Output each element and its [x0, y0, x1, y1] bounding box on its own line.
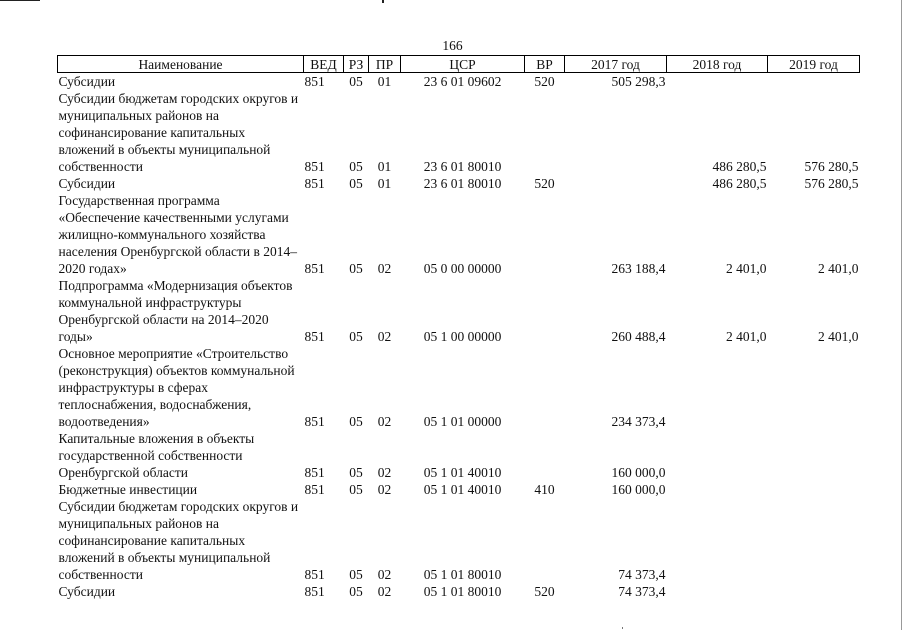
row-vr: 410: [534, 482, 555, 497]
row-ved: 851: [304, 74, 325, 89]
row-2018: [667, 498, 768, 583]
scan-artifact-bottom-dot: [622, 627, 623, 629]
row-name: Подпрограмма «Модернизация объектов коммунальной инфраструктуры Оренбургской области на 2014–2020 годы»: [58, 278, 293, 344]
row-ved: 851: [304, 176, 325, 191]
row-pr: 02: [377, 414, 392, 429]
row-pr: 01: [377, 159, 392, 174]
table-row: [58, 277, 860, 345]
row-csr: 05 0 00 00000: [423, 261, 502, 276]
table-row: [58, 430, 860, 481]
table-row: [58, 498, 860, 583]
row-rz: 05: [349, 159, 363, 174]
row-2018: [667, 345, 768, 430]
row-name: Бюджетные инвестиции: [58, 482, 198, 497]
row-rz: 05: [349, 176, 363, 191]
row-2018: 2 401,0: [726, 261, 767, 276]
table-row: [58, 90, 860, 175]
row-2018: 486 280,5: [712, 159, 767, 174]
column-header-name: Наименование: [58, 56, 304, 73]
row-2018: 2 401,0: [726, 329, 767, 344]
row-csr: 05 1 01 00000: [423, 414, 502, 429]
row-pr: 02: [377, 261, 392, 276]
column-header-2019: 2019 год: [768, 56, 860, 73]
row-pr: 01: [377, 74, 392, 89]
table-row: [58, 481, 860, 498]
row-2019: [768, 73, 860, 91]
row-ved: 851: [304, 414, 325, 429]
row-name: Субсидии: [58, 584, 116, 599]
row-2017: 160 000,0: [611, 482, 666, 497]
row-vr: 520: [534, 74, 555, 89]
row-pr: 02: [377, 329, 392, 344]
row-2019: [768, 481, 860, 498]
row-vr: 520: [534, 176, 555, 191]
row-csr: 23 6 01 80010: [423, 159, 502, 174]
row-name: Капитальные вложения в объекты государственной собственности Оренбургской области: [58, 431, 255, 480]
row-vr: [525, 345, 565, 430]
row-ved: 851: [304, 482, 325, 497]
table-row: [58, 192, 860, 277]
row-csr: 05 1 01 40010: [423, 465, 502, 480]
row-rz: 05: [349, 567, 363, 582]
table-row: [58, 175, 860, 192]
scan-artifact-right-edge: [901, 0, 902, 630]
row-csr: 05 1 01 80010: [423, 584, 502, 599]
row-2017: 74 373,4: [618, 567, 666, 582]
row-rz: 05: [349, 74, 363, 89]
row-name: Субсидии бюджетам городских округов и муниципальных районов на софинансирование капитальных вложений в объекты муниципальной собственности: [58, 499, 299, 582]
row-vr: 520: [534, 584, 555, 599]
row-pr: 02: [377, 465, 392, 480]
row-ved: 851: [304, 567, 325, 582]
scan-artifact-top-left: [0, 0, 40, 1]
row-ved: 851: [304, 465, 325, 480]
column-header-csr: ЦСР: [401, 56, 525, 73]
row-vr: [525, 277, 565, 345]
row-vr: [525, 498, 565, 583]
budget-table: [57, 55, 860, 600]
column-header-vr: ВР: [525, 56, 565, 73]
row-2017: [565, 175, 667, 192]
row-2019: [768, 498, 860, 583]
row-rz: 05: [349, 329, 363, 344]
row-name: Государственная программа «Обеспечение качественными услугами жилищно-коммунального хозяйства населения Оренбургской области в 2014–2020 годах»: [58, 193, 297, 276]
row-csr: 23 6 01 80010: [423, 176, 502, 191]
row-pr: 02: [377, 482, 392, 497]
row-2018: [667, 430, 768, 481]
row-2017: 160 000,0: [611, 465, 666, 480]
row-csr: 05 1 01 40010: [423, 482, 502, 497]
column-header-2018: 2018 год: [667, 56, 768, 73]
row-2019: [768, 583, 860, 600]
row-2017: 74 373,4: [618, 584, 666, 599]
row-2017: 263 188,4: [611, 261, 666, 276]
table-header-row: [58, 56, 860, 73]
row-2017: 505 298,3: [611, 74, 666, 89]
row-name: Субсидии бюджетам городских округов и муниципальных районов на софинансирование капитальных вложений в объекты муниципальной собственности: [58, 91, 299, 174]
row-vr: [525, 192, 565, 277]
column-header-2017: 2017 год: [565, 56, 667, 73]
row-2019: [768, 430, 860, 481]
row-pr: 02: [377, 567, 392, 582]
row-2018: [667, 481, 768, 498]
row-name: Субсидии: [58, 74, 116, 89]
row-2019: 576 280,5: [804, 159, 859, 174]
table-row: [58, 345, 860, 430]
row-ved: 851: [304, 329, 325, 344]
row-2017: 260 488,4: [611, 329, 666, 344]
row-ved: 851: [304, 261, 325, 276]
row-ved: 851: [304, 159, 325, 174]
page-number: 166: [442, 38, 463, 53]
row-pr: 01: [377, 176, 392, 191]
row-rz: 05: [349, 465, 363, 480]
row-pr: 02: [377, 584, 392, 599]
table-row: [58, 73, 860, 91]
row-rz: 05: [349, 482, 363, 497]
row-name: Основное мероприятие «Строительство (реконструкция) объектов коммунальной инфраструктуры в сферах теплоснабжения, водоснабжения, водоотведения»: [58, 346, 295, 429]
row-2019: 2 401,0: [818, 261, 859, 276]
row-2017: 234 373,4: [611, 414, 666, 429]
row-2018: [667, 73, 768, 91]
scan-artifact-top-mark: [382, 0, 384, 3]
row-vr: [525, 90, 565, 175]
row-2018: [667, 583, 768, 600]
table-row: [58, 583, 860, 600]
row-rz: 05: [349, 261, 363, 276]
row-vr: [525, 430, 565, 481]
row-2019: 576 280,5: [804, 176, 859, 191]
row-rz: 05: [349, 414, 363, 429]
row-csr: 23 6 01 09602: [423, 74, 502, 89]
row-2018: 486 280,5: [712, 176, 767, 191]
row-csr: 05 1 01 80010: [423, 567, 502, 582]
column-header-ved: ВЕД: [304, 56, 344, 73]
row-ved: 851: [304, 584, 325, 599]
row-rz: 05: [349, 584, 363, 599]
row-name: Субсидии: [58, 176, 116, 191]
column-header-rz: РЗ: [344, 56, 369, 73]
row-csr: 05 1 00 00000: [423, 329, 502, 344]
row-2019: [768, 345, 860, 430]
column-header-pr: ПР: [369, 56, 401, 73]
row-2017: [565, 90, 667, 175]
row-2019: 2 401,0: [818, 329, 859, 344]
